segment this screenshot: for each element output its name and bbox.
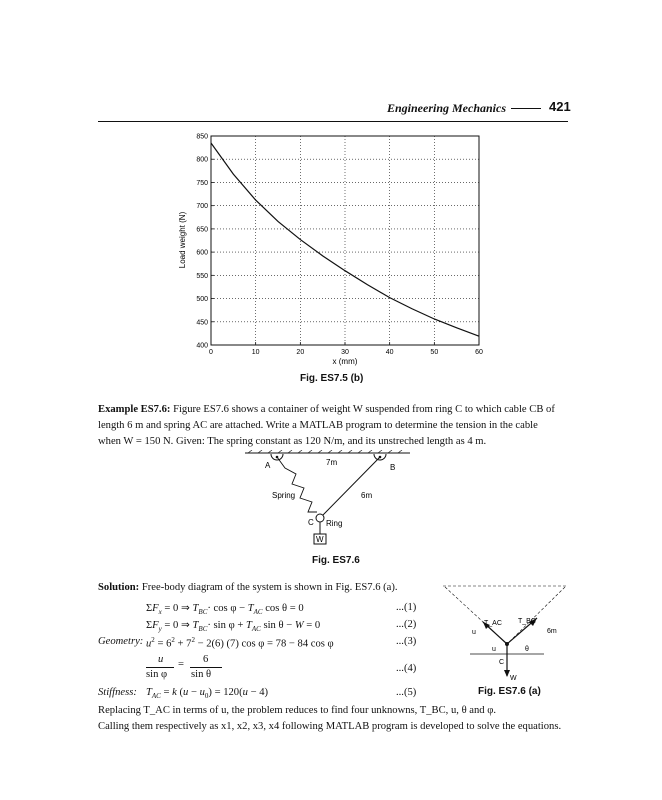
label-b: B	[390, 463, 396, 472]
y-tick-label-1: 450	[196, 319, 208, 327]
y-tick-label-0: 400	[196, 342, 208, 350]
label-tac: T_AC	[484, 620, 502, 627]
y-tick-label-4: 600	[196, 249, 208, 257]
label-spring: Spring	[272, 491, 296, 500]
label-u-left: u	[472, 629, 476, 636]
solution-intro-text: Free-body diagram of the system is shown in Fig. ES7.6 (a).	[141, 582, 398, 593]
y-tick-label-9: 850	[196, 133, 208, 141]
equation-1: $\Sigma F_x = 0$ ⇒ $T_{BC}\cdot \cos \varphi - T_{AC}$ cos θ = 0	[146, 603, 304, 617]
equation-tag-4: ...(4)	[396, 663, 417, 674]
header-rule	[98, 121, 568, 122]
example-paragraph	[98, 402, 568, 450]
y-tick-label-3: 550	[196, 272, 208, 280]
running-header-title: Engineering Mechanics	[386, 101, 506, 115]
equation-tag-1: ...(1)	[396, 602, 417, 613]
figure-caption-es7-6a: Fig. ES7.6 (a)	[478, 686, 541, 697]
y-axis-label: Load weight (N)	[178, 211, 187, 269]
x-tick-label-0: 0	[209, 349, 213, 356]
example-line-3: when W = 150 N. Given: The spring constant as 120 N/m, and its unstreched length as 4 m.	[98, 436, 487, 447]
y-tick-label-8: 800	[196, 156, 208, 164]
equation-2: $\Sigma F_y = 0$ ⇒ $T_{BC}\cdot \sin \varphi + T_{AC}$ sin θ − W = 0	[146, 620, 321, 634]
x-tick-label-1: 10	[251, 349, 260, 356]
label-6m-fbd: 6m	[547, 628, 557, 635]
label-7m: 7m	[326, 458, 338, 467]
x-tick-label-3: 30	[341, 349, 349, 356]
stiffness-label: Stiffness:	[98, 687, 137, 698]
chart-ticks	[196, 134, 483, 357]
geometry-label: Geometry:	[98, 636, 144, 647]
label-ring: Ring	[326, 519, 343, 528]
header-dash	[511, 108, 541, 109]
x-tick-label-5: 50	[430, 349, 439, 356]
closing-line-2: Calling them respectively as x1, x2, x3, x4 following MATLAB program is developed to solve the equations.	[98, 721, 562, 732]
example-line-2: length 6 m and spring AC are attached. Write a MATLAB program to determine the tension in the cable	[98, 420, 538, 431]
equation-4: u sin φ = 6 sin θ	[146, 654, 246, 684]
load-weight-chart	[175, 128, 495, 368]
label-w-fbd: W	[510, 675, 517, 682]
label-theta: θ	[525, 646, 529, 653]
label-u-small: u	[492, 646, 496, 653]
label-tbc: T_BC	[518, 618, 536, 625]
label-c: C	[308, 518, 314, 527]
y-tick-label-5: 650	[196, 226, 208, 234]
spring	[277, 457, 317, 512]
y-tick-label-7: 750	[196, 179, 208, 187]
equation-3: $u^2 = 6^2 + 7^2 - 2(6)$ (7) cos φ = 78 − 84 cos φ	[146, 636, 334, 650]
equation-5: $T_{AC} = k$ $(u - u_0) = 120(u - 4)$	[146, 687, 269, 701]
x-axis-label: x (mm)	[332, 357, 358, 366]
label-a: A	[265, 461, 271, 470]
label-c-fbd: C	[499, 659, 505, 666]
chart-grid	[211, 136, 479, 345]
equation-tag-2: ...(2)	[396, 619, 417, 630]
example-label: Example ES7.6:	[98, 404, 171, 415]
page-number: 421	[549, 99, 571, 114]
example-line-1: Figure ES7.6 shows a container of weight W suspended from ring C to which cable CB of	[173, 404, 555, 415]
label-6m: 6m	[361, 491, 373, 500]
figure-caption-es7-5b: Fig. ES7.5 (b)	[300, 373, 364, 384]
closing-line-1: Replacing T_AC in terms of u, the problem reduces to find four unknowns, T_BC, u, θ and φ.	[98, 705, 496, 716]
solution-intro	[98, 580, 438, 596]
label-w: W	[316, 535, 324, 544]
x-tick-label-4: 40	[385, 349, 394, 356]
x-tick-label-6: 60	[475, 349, 483, 356]
x-tick-label-2: 20	[296, 349, 305, 356]
y-tick-label-2: 500	[196, 296, 208, 304]
solution-label: Solution:	[98, 582, 140, 593]
dashed-right	[507, 587, 565, 644]
ring-c	[316, 514, 324, 522]
equation-tag-3: ...(3)	[396, 636, 417, 647]
equation-tag-5: ...(5)	[396, 687, 417, 698]
figure-caption-es7-6: Fig. ES7.6	[312, 555, 360, 566]
figure-es7-6a-diagram	[440, 584, 570, 684]
figure-es7-6-diagram	[240, 450, 415, 550]
y-tick-label-6: 700	[196, 203, 208, 211]
